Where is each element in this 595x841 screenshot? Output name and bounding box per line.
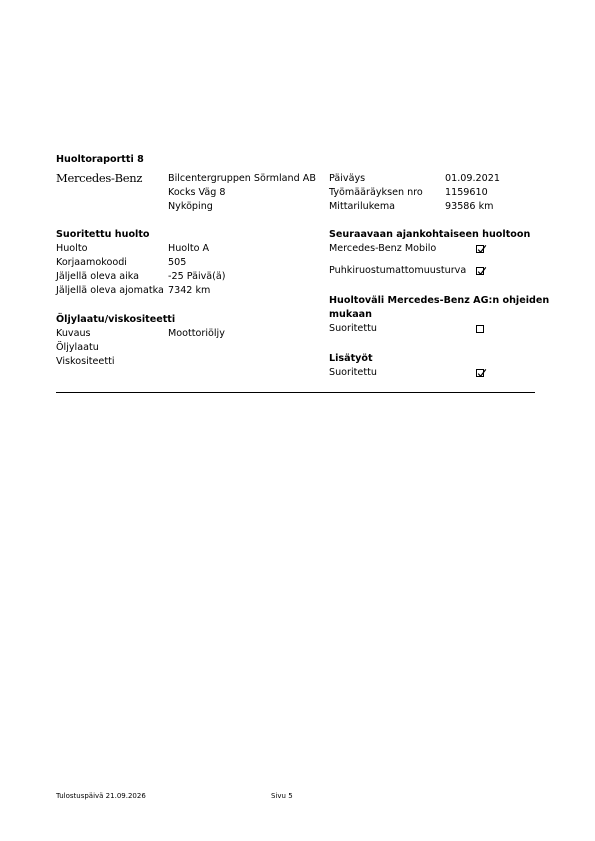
extra-work-heading: Lisätyöt — [329, 353, 373, 364]
mobilo-checkbox[interactable] — [476, 245, 484, 253]
interval-performed-label: Suoritettu — [329, 323, 377, 334]
oil-viscosity-label: Viskositeetti — [56, 356, 115, 367]
interval-heading-line2: mukaan — [329, 309, 372, 320]
meta-label-work-order: Työmääräyksen nro — [329, 187, 423, 198]
remaining-time-value: -25 Päivä(ä) — [168, 271, 226, 282]
meta-value-date: 01.09.2021 — [445, 173, 500, 184]
service-label: Huolto — [56, 243, 88, 254]
service-value: Huolto A — [168, 243, 210, 254]
workshop-code-value: 505 — [168, 257, 187, 268]
dealer-city: Nyköping — [168, 201, 213, 212]
footer-print-date: Tulostuspäivä 21.09.2026 — [56, 792, 146, 800]
dealer-street: Kocks Väg 8 — [168, 187, 226, 198]
oil-description-label: Kuvaus — [56, 328, 91, 339]
remaining-time-label: Jäljellä oleva aika — [56, 271, 140, 282]
dealer-name: Bilcentergruppen Sörmland AB — [168, 173, 316, 184]
remaining-distance-value: 7342 km — [168, 285, 211, 296]
rust-warranty-checkbox[interactable] — [476, 267, 484, 275]
oil-description-value: Moottoriöljy — [168, 328, 225, 339]
footer-page-number: Sivu 5 — [271, 792, 293, 800]
interval-heading-line1: Huoltoväli Mercedes-Benz AG:n ohjeiden — [329, 295, 550, 306]
mobilo-label: Mercedes-Benz Mobilo — [329, 243, 437, 254]
next-service-heading: Seuraavaan ajankohtaiseen huoltoon — [329, 229, 531, 240]
workshop-code-label: Korjaamokoodi — [56, 257, 127, 268]
section-divider — [56, 392, 535, 393]
oil-quality-label: Öljylaatu — [56, 342, 99, 353]
oil-heading: Öljylaatu/viskositeetti — [56, 314, 176, 325]
meta-value-work-order: 1159610 — [445, 187, 488, 198]
meta-value-odometer: 93586 km — [445, 201, 494, 212]
checkmark-icon — [477, 267, 486, 276]
report-title: Huoltoraportti 8 — [56, 154, 144, 165]
remaining-distance-label: Jäljellä oleva ajomatka — [56, 285, 164, 296]
checkmark-icon — [477, 245, 486, 254]
extra-work-performed-label: Suoritettu — [329, 367, 377, 378]
extra-work-performed-checkbox[interactable] — [476, 369, 484, 377]
rust-warranty-label: Puhkiruostumattomuusturva — [329, 265, 467, 276]
meta-label-odometer: Mittarilukema — [329, 201, 396, 212]
mercedes-benz-logo: Mercedes-Benz — [56, 171, 143, 185]
performed-service-heading: Suoritettu huolto — [56, 229, 150, 240]
meta-label-date: Päiväys — [329, 173, 366, 184]
checkmark-icon — [477, 369, 486, 378]
interval-performed-checkbox[interactable] — [476, 325, 484, 333]
